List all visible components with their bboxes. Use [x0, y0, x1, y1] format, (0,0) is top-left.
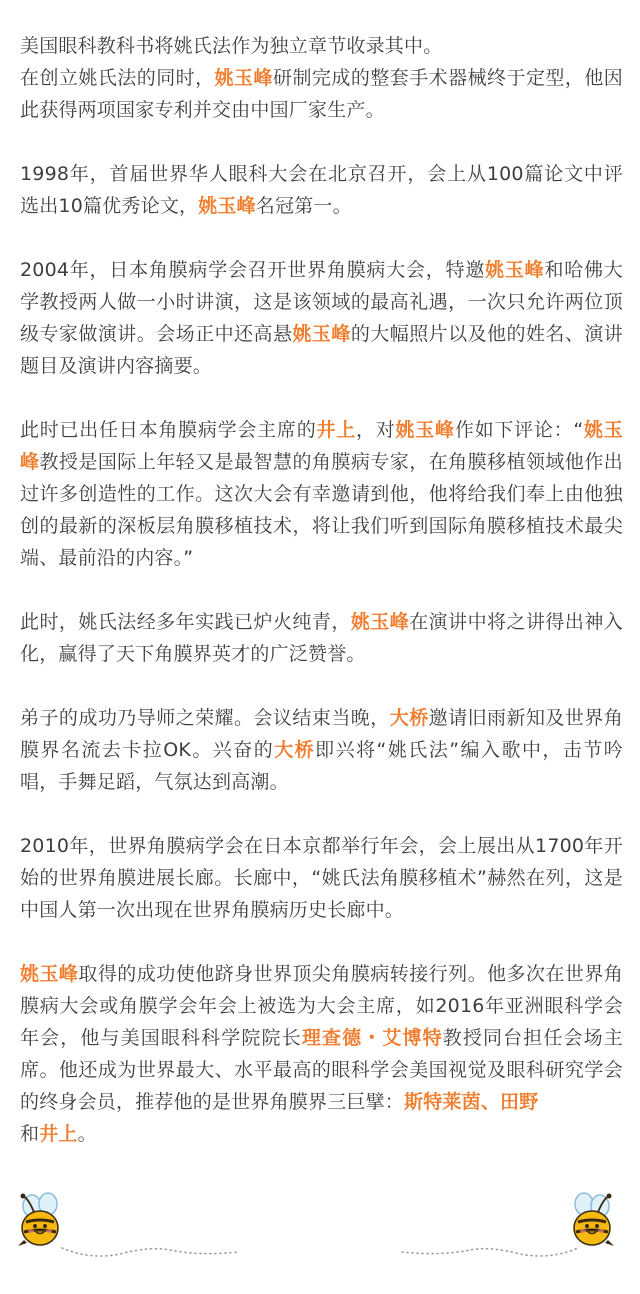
bee-icon	[562, 1192, 618, 1252]
highlighted-name: 大桥	[274, 739, 316, 761]
highlighted-name: 姚玉峰	[395, 419, 455, 441]
paragraph	[20, 30, 623, 126]
highlighted-name: 姚玉峰	[292, 323, 351, 345]
paragraph-text: 2010年，世界角膜病学会在日本京都举行年会，会上展出从1700年开始的世界角膜进展长廊。长廊中，“姚氏法角膜移植术”赫然在列，这是中国人第一次出现在世界角膜病历史长廊中。	[20, 835, 623, 921]
dotted-trail-decoration	[400, 1232, 580, 1262]
paragraph-text: 和哈佛大学教授两人做一小时讲演，这是该领域的最高礼遇，一次只允许两位顶级专家做演讲。会场正中还高悬	[20, 259, 623, 345]
paragraph-text: 1998年，首届世界华人眼科大会在北京召开，会上从100篇论文中评选出10篇优秀论文，	[20, 163, 623, 217]
highlighted-name: 姚玉峰	[350, 611, 410, 633]
paragraph-text: 即兴将“姚氏法”编入歌中，击节吟唱，手舞足蹈，气氛达到高潮。	[20, 739, 624, 793]
article-body	[20, 30, 623, 1182]
paragraph-text: 在创立姚氏法的同时，	[20, 67, 215, 89]
paragraph-text: ，对	[356, 419, 396, 441]
paragraph-text: 研制完成的整套手术器械终于定型，他因此获得两项国家专利并交由中国厂家生产。	[20, 67, 623, 121]
paragraph	[20, 702, 623, 798]
paragraph-text: 教授同台担任会场主席。他还成为世界最大、水平最高的眼科学会美国视觉及眼科研究学会的终身会员，推荐他的是世界角膜界三巨擘：	[20, 1027, 623, 1113]
paragraph	[20, 158, 623, 222]
paragraph-text: 此时已出任日本角膜病学会主席的	[20, 419, 317, 441]
highlighted-name: 井上	[39, 1123, 78, 1145]
paragraph-text: 的大幅照片以及他的姓名、演讲题目及演讲内容摘要。	[20, 323, 623, 377]
highlighted-name: 姚玉峰	[20, 419, 623, 473]
paragraph	[20, 958, 623, 1150]
highlighted-name: 姚玉峰	[214, 67, 273, 89]
paragraph-text: 弟子的成功乃导师之荣耀。会议结束当晚，	[20, 707, 390, 729]
dotted-trail-decoration	[60, 1232, 240, 1262]
paragraph	[20, 254, 623, 382]
paragraph-text: 2004年，日本角膜病学会召开世界角膜病大会，特邀	[20, 259, 486, 281]
paragraph-text: 。	[77, 1123, 97, 1145]
paragraph-text: 作如下评论：“	[454, 419, 584, 441]
paragraph-text: 取得的成功使他跻身世界顶尖角膜病转接行列。他多次在世界角膜病大会或角膜学会年会上被选为大会主席，如2016年亚洲眼科学会年会，他与美国眼科科学院院长	[20, 963, 623, 1049]
highlighted-name: 斯特莱茵、田野	[404, 1091, 539, 1113]
paragraph-text: 在演讲中将之讲得出神入化，赢得了天下角膜界英才的广泛赞誉。	[20, 611, 623, 665]
paragraph	[20, 414, 623, 574]
highlighted-name: 姚玉峰	[485, 259, 545, 281]
highlighted-name: 大桥	[389, 707, 429, 729]
paragraph-text: 名冠第一。	[255, 195, 352, 217]
highlighted-name: 姚玉峰	[20, 963, 79, 985]
paragraph-text: 和	[20, 1123, 40, 1145]
paragraph-text: 教授是国际上年轻又是最智慧的角膜病专家，在角膜移植领域他作出过许多创造性的工作。这次大会有幸邀请到他，他将给我们奉上由他独创的最新的深板层角膜移植技术，将让我们听到国际角膜移植技术最尖端、最前沿的内容。”	[20, 451, 623, 569]
footer-decoration	[0, 1192, 640, 1272]
paragraph	[20, 606, 623, 670]
highlighted-name: 理查德・艾博特	[301, 1027, 443, 1049]
highlighted-name: 井上	[316, 419, 356, 441]
paragraph-text: 邀请旧雨新知及世界角膜界名流去卡拉OK。兴奋的	[20, 707, 623, 761]
paragraph-text: 此时，姚氏法经多年实践已炉火纯青，	[20, 611, 351, 633]
highlighted-name: 姚玉峰	[198, 195, 256, 217]
paragraph-text: 美国眼科教科书将姚氏法作为独立章节收录其中。	[20, 35, 443, 57]
paragraph	[20, 830, 623, 926]
